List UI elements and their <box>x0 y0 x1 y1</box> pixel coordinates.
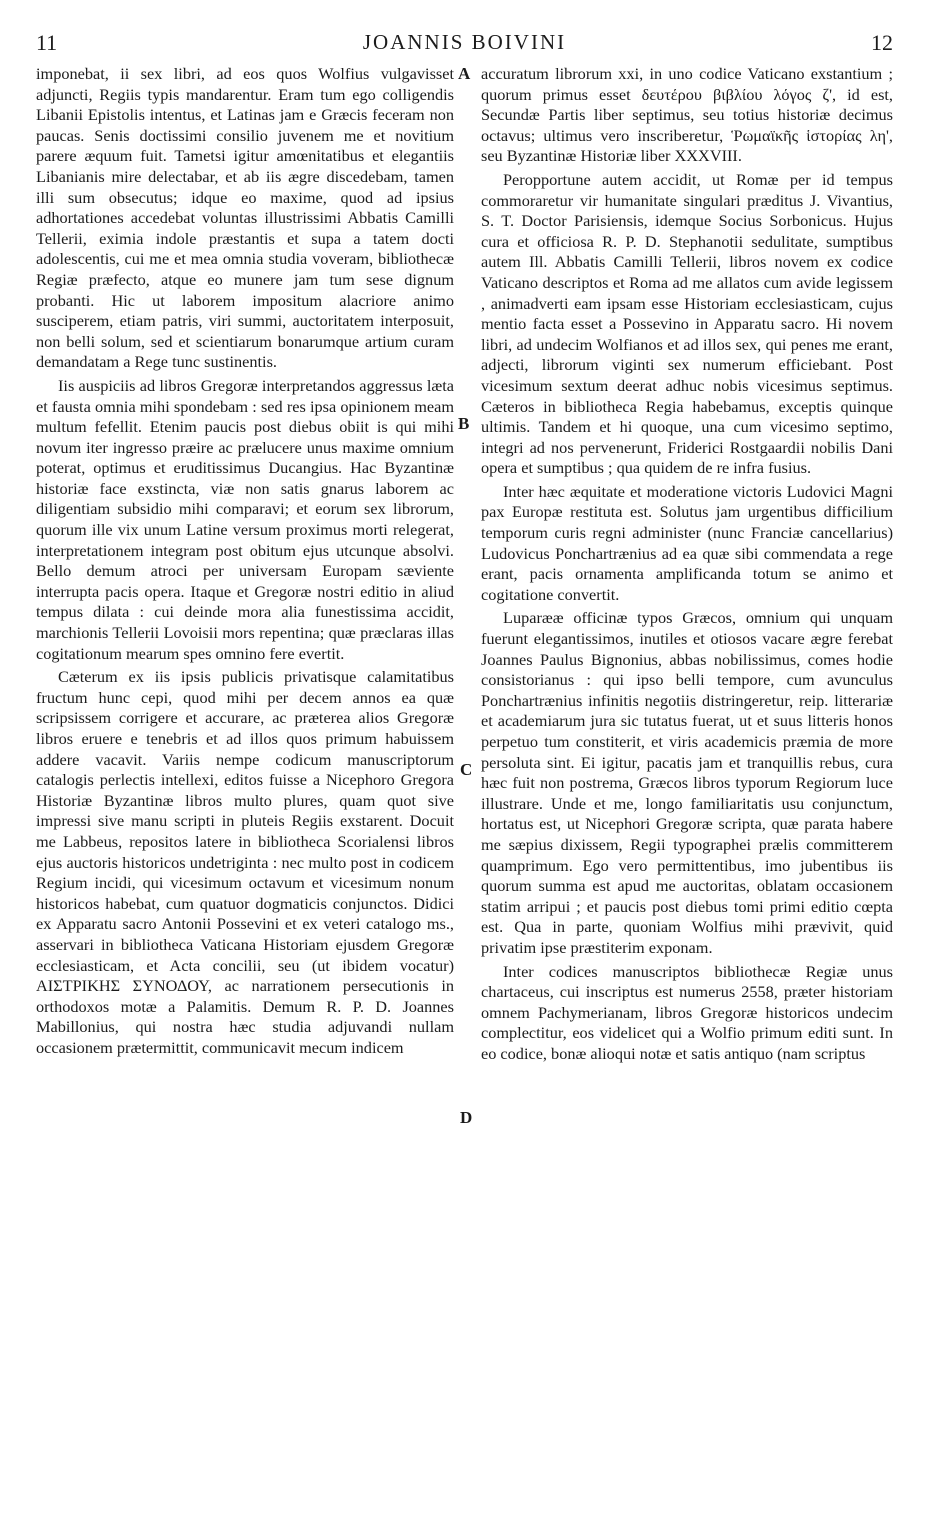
paragraph: Inter codices manuscriptos bibliothecæ Regiæ unus chartaceus, cui inscriptus est numerus 2558, præter historiam omnem Pachymerianam, libros Gregoræ historicos undecim complectitur, eos videlicet qui a Wolfio primum editi sunt. In eo codice, bonæ alioqui notæ et satis antiquo (nam scriptus <box>481 961 893 1063</box>
paragraph: Luparææ officinæ typos Græcos, omnium qui unquam fuerunt elegantissimos, inutiles et otiosos vacare ægre ferebat Joannes Paulus Bignonius, abbas nobilissimus, comes hodie consistorianus : qui ipso belli tempore, cum avunculus Ponchartrænius infinitis negotiis distringeretur, reip. litterariæ et academiarum jura sic tutatus fuerat, ut et suus litteris honos perpetuo tum constiterit, et viris academicis præmia de more persoluta sint. Ei igitur, pacatis jam et tranquillis rebus, cura hæc fuit non postrema, Græcos libros typorum Regiorum luce illustrare. Unde et me, longo familiaritatis usu conjunctum, hortatus est, ut Nicephori Gregoræ scripta, quæ parata habere me sæpius dixissem, Regii typographei prælis committerem quamprimum. Ego vero permittentibus, imo jubentibus iis quorum summa est apud me auctoritas, oblatam occasionem statim arripui ; et paucis post diebus tomi primi editio cœpta est. Qua in parte, quoniam Wolfius mihi prævivit, quid privatim ipse præstiterim exponam. <box>481 608 893 957</box>
page-header <box>36 30 893 60</box>
running-title: JOANNIS BOIVINI <box>362 30 567 54</box>
right-column <box>481 64 893 1065</box>
page-number-right: 12 <box>871 30 893 55</box>
paragraph: Peropportune autem accidit, ut Romæ per id tempus commoraretur vir humanitate singulari præditus J. Vivantius, S. T. Doctor Parisiensis, idemque Socius Sorbonicus. Hujus cura et officiosa R. P. D. Stephanotii sedulitate, sumptibus autem Ill. Abbatis Camilli Tellerii, libros novem ex codice Vaticano descriptos et Roma ad me allatos cum avide legissem , animadverti eam ipsam esse Historiam ecclesiasticam, cujus mentio facta esset a Possevino in Apparatu sacro. Hi novem libri, ad undecim Wolfianos et ad illos sex, qui penes me erant, adjecti, librorum viginti sex numerum efficiebant. Post vicesimum sextum deerat adhuc nobis vicesimus septimus. Cæteros in bibliotheca Regia habebamus, exceptis quinque ultimis. Tandem et hi quoque, una cum vicesimo septimo, integri ad nos pervenerunt, Friderici Rostgaardii nobilis Dani opera et sumptibus ; qua quidem de re infra fusius. <box>481 169 893 478</box>
margin-letter-d: D <box>460 1108 473 1127</box>
margin-letter-c: C <box>460 760 473 779</box>
paragraph: imponebat, ii sex libri, ad eos quos Wolfius vulgavisset adjuncti, Regiis typis mandarentur. Eram tum ego colligendis Libanii Epistolis intentus, et Latinas jam e Græcis feceram non paucas. Senis doctissimi consilio juvenem me et novitium parere æquum fuit. Tametsi igitur amœnitatibus et elegantiis Libanianis mire delectabar, et ab iis ægre discedebam, tamen illi sum obsecutus; idque eo maxime, quod ad ipsius adhortationes accedebat voluntas illustrissimi Abbatis Camilli Tellerii, eximia indole præstantis et supa a tatem docti adolescentis, cui me et mea omnia studia voveram, bibliothecæ Regiæ præfecto, atque eo munere jam tum sese dignum probanti. Hic ut laborem impositum alacriore animo susciperem, etiam patris, viri summi, auctoritatem interposuit, non belli solum, sed et scientiarum bonarumque artium curam demandatam a Rege tunc sustinentis. <box>36 64 454 372</box>
paragraph: accuratum librorum xxi, in uno codice Vaticano exstantium ; quorum primus esset δευτέρου βιβλίου λόγος ζ', id est, Secundæ Partis liber septimus, seu totius historiæ decimus octavus; ultimus vero inscriberetur, Ῥωμαϊκῆς ἱστορίας λη', seu Byzantinæ Historiæ liber XXXVIII. <box>481 64 893 166</box>
left-column <box>36 64 454 1059</box>
paragraph: Cæterum ex iis ipsis publicis privatisque calamitatibus fructum hunc cepi, quod mihi per decem annos ea quæ scripsissem corrigere et accurare, ac præterea alios Gregoræ libros eruere e tenebris et ad illos quos primum habuissem addere vacavit. Variis nempe codicum manuscriptorum catalogis perlectis intellexi, editos fuisse a Nicephoro Gregora Historiæ Byzantinæ libros multo plures, quam quot sive impressi sive manu scripti in pluteis Regiis exstarent. Docuit me Labbeus, repositos latere in bibliotheca Scorialensi libros ejus auctoris historicos undetriginta : nec multo post in codicem Regium incidi, qui vicesimum octavum et vicesimum nonum historicos habebat, cum quatuor dogmaticis conjunctos. Didici ex Apparatu sacro Antonii Possevini et ex veteri catalogo ms., asservari in bibliotheca Vaticana Historiam ejusdem Gregoræ ecclesiasticam, et Acta concilii, seu (ut ibidem vocatur) ΑΙΣΤΡΙΚΗΣ ΣΥΝΟΔΟΥ, ac narrationem persecutionis in orthodoxos motæ a Palamitis. Demum R. P. D. Joannes Mabillonius, qui nostra hæc studia adjuvandi nullam occasionem prætermittit, communicavit mecum indicem <box>36 667 454 1057</box>
paragraph: Inter hæc æquitate et moderatione victoris Ludovici Magni pax Europæ restituta est. Solutus jam urgentibus difficilium temporum curis regni administer (nunc Franciæ cancellarius) Ludovicus Ponchartrænius ad ea quæ sibi commendata a rege erant, pacis ornamenta amplificanda totum se animo et cogitatione convertit. <box>481 481 893 604</box>
margin-letter-a: A <box>458 64 471 83</box>
paragraph: Iis auspiciis ad libros Gregoræ interpretandos aggressus læta et fausta omnia mihi spondebam : sed res ipsa opinionem meam multum fefellit. Etenim paucis post diebus obiit is qui mihi novum iter ingresso præire ac prælucere unus maxime omnium poterat, optimus et eruditissimus Ducangius. Hac Byzantinæ historiæ face exstincta, viæ non satis gnarus laborem ac diligentiam subsidio mihi comparavi; et eorum sex librorum, quorum ille vix unum Latine versum proximus morti relegerat, interpretationem integram post obitum ejus utcunque absolvi. Bello demum atroci per universam Europam sæviente interrupta pacis opera. Itaque et Gregoræ nostri editio in aliud tempus dilata : cui deinde mora alia funestissima accidit, marchionis Tellerii Lovoisii mors repentina; quæ præclaras illas cogitationum mearum spes omnino fere evertit. <box>36 375 454 663</box>
margin-letter-b: B <box>458 414 470 433</box>
page-number-left: 11 <box>36 30 58 55</box>
